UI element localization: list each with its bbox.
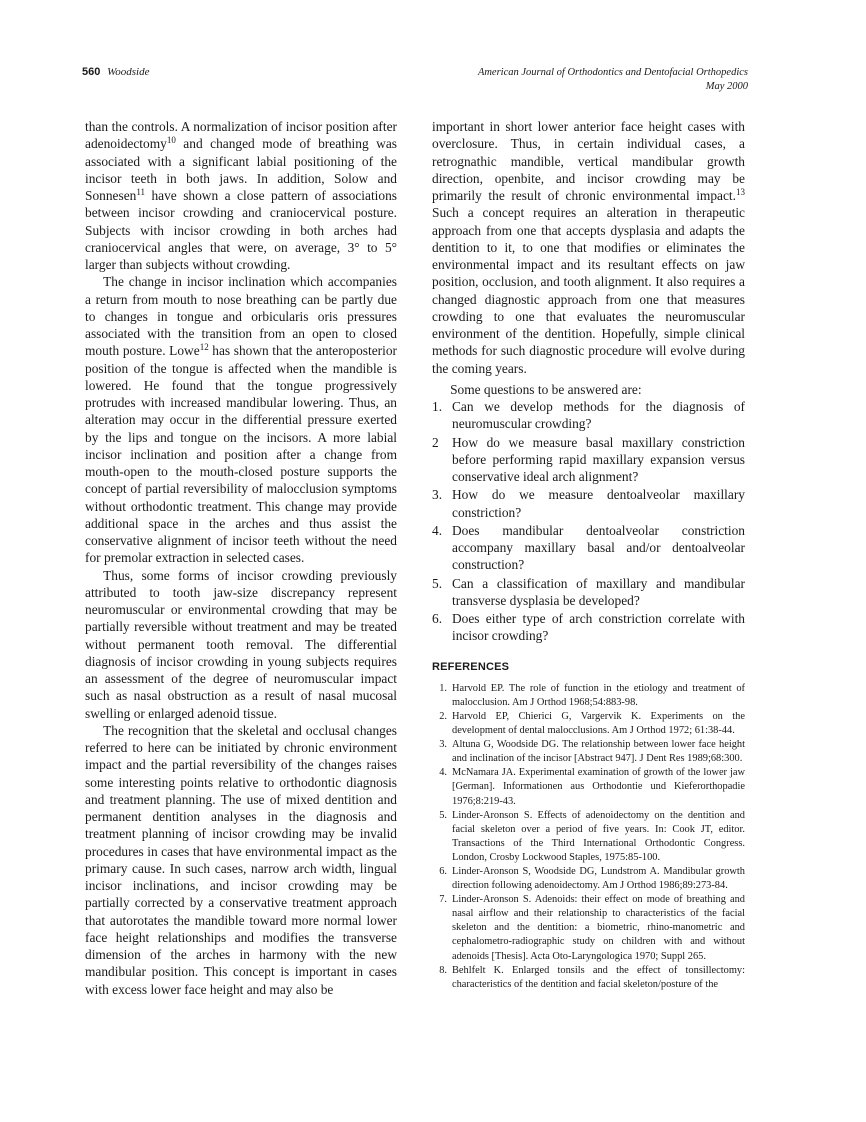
text-run: The change in incisor inclination which accompanies a return from mouth to nose breathing can be partly due to changes in tongue and orbicularis oris pressures associated with the transition from an open to closed mouth posture. Lowe	[85, 274, 397, 359]
running-header-left	[82, 66, 149, 78]
list-number: 2	[432, 434, 439, 450]
page-number: 560	[82, 66, 101, 78]
citation-ref[interactable]: 10	[166, 135, 176, 146]
list-number: 3.	[439, 739, 447, 751]
reference-text: Linder-Aronson S, Woodside DG, Lundstrom A. Mandibular growth direction following adenoidectomy. Am J Orthod 1986;89:273-84.	[452, 865, 745, 892]
list-number: 3.	[432, 487, 443, 503]
paragraph	[432, 118, 745, 377]
question-text: Can a classification of maxillary and mandibular transverse dysplasia be developed?	[452, 575, 745, 608]
question-item	[432, 486, 745, 521]
text-run: than the controls. A normalization of incisor position after adenoidectomy	[85, 119, 397, 152]
question-text: Can we develop methods for the diagnosis of neuromuscular crowding?	[452, 399, 745, 432]
journal-title: American Journal of Orthodontics and Dentofacial Orthopedics	[477, 67, 748, 78]
citation-ref[interactable]: 11	[136, 187, 145, 197]
left-column	[85, 118, 397, 998]
paragraph: Thus, some forms of incisor crowding previously attributed to tooth jaw-size discrepancy represent neuromuscular or environmental crowding that may be partially reversible without treatment and may be treated without permanent tooth removal. The differential diagnosis of incisor crowding in young subjects requires an assessment of the degree of neuromuscular impact such as nasal obstruction as a result of nasal mucosal swelling or enlarged adenoid tissue.	[85, 567, 397, 721]
reference-text: Harvold EP, Chierici G, Vargervik K. Experiments on the development of dental malocclusions. Am J Orthod 1972; 61:38-44.	[452, 710, 745, 737]
reference-text: McNamara JA. Experimental examination of growth of the lower jaw [German]. Informationen aus Orthodontie und Kieferorthopadie 1976;8:219-43.	[452, 767, 745, 807]
list-number: 6.	[439, 865, 447, 877]
reference-item	[432, 809, 745, 865]
reference-text: Behlfelt K. Enlarged tonsils and the effect of tonsillectomy: characteristics of the dentition and facial skeleton/posture of the	[452, 964, 745, 990]
list-number: 1.	[439, 682, 447, 694]
reference-item	[432, 893, 745, 963]
paragraph	[85, 118, 397, 273]
question-item	[432, 575, 745, 610]
citation-ref[interactable]: 13	[736, 187, 745, 197]
running-author: Woodside	[107, 66, 150, 78]
citation-ref[interactable]: 12	[199, 342, 209, 353]
list-number: 6.	[432, 611, 443, 626]
reference-text: Harvold EP. The role of function in the etiology and treatment of malocclusion. Am J Orthod 1968;54:883-98.	[452, 682, 745, 708]
reference-item	[432, 710, 745, 738]
text-run: have shown a close pattern of associations between incisor crowding and craniocervical posture. Subjects with incisor crowding in both arches had craniocervical angles that were, on average, 3° to 5° larger than subjects without crowding.	[85, 188, 397, 272]
text-run: Such a concept requires an alteration in therapeutic approach from one that accepts dysplasia and adapts the dentition to it, to one that modifies or eliminates the environmental impact and its resultant effects on jaw position, occlusion, and tooth alignment. It also requires a changed diagnostic approach from one that measures crowding to one that evaluates the neuromuscular environment of the dentition. Hopefully, simple clinical methods for such diagnostic procedure will evolve during the coming years.	[432, 205, 745, 376]
question-item	[432, 398, 745, 433]
question-item	[432, 610, 745, 645]
references-heading: REFERENCES	[432, 660, 510, 673]
questions-list	[432, 398, 745, 645]
running-header-right	[478, 66, 748, 94]
reference-text: Linder-Aronson S. Effects of adenoidectomy on the dentition and facial skeleton over a period of five years. In: Cook JT, editor. Transactions of the Third International Orthodontic Congress. London, Crosby Lockwood Staples, 1975:85-100.	[452, 809, 745, 863]
reference-item	[432, 964, 745, 992]
reference-item	[432, 738, 745, 766]
reference-item	[432, 766, 745, 808]
question-text: Does mandibular dentoalveolar constriction accompany maxillary basal and/or dentoalveolar construction?	[452, 522, 745, 573]
reference-text: Altuna G, Woodside DG. The relationship between lower face height and inclination of the incisor [Abstract 947]. J Dent Res 1989;68:300.	[452, 739, 745, 765]
reference-text: Linder-Aronson S. Adenoids: their effect on mode of breathing and nasal airflow and their relationship to characteristics of the facial skeleton and the dentition: a biometric, rhino-manometric and cephalometro-radiographic study on children with and without adenoids [Thesis]. Acta Oto-Laryngologica 1970; Suppl 265.	[452, 894, 745, 962]
list-number: 4.	[432, 522, 443, 538]
paragraph	[85, 273, 397, 566]
list-number: 5.	[432, 575, 443, 591]
list-number: 1.	[432, 399, 443, 414]
questions-intro: Some questions to be answered are:	[450, 381, 642, 397]
text-run: has shown that the anteroposterior position of the tongue is affected when the mandible is lowered. He found that the tongue progressively protrudes with increased mandibular lowering. Thus, an alteration may occur in the differential pressure exerted by the lips and tongue on the incisors. A more labial incisor inclination and position after a change from mouth-open to the mouth-closed posture supports the concept of partial reversibility of malocclusion symptoms without orthodontic treatment. This change may provide additional space in the arches and thus assist the conservative alignment of incisor teeth without the need for premolar extraction in selected cases.	[85, 343, 397, 566]
text-run: important in short lower anterior face height cases with overclosure. Thus, in certain individual cases, a retrognathic mandible, vertical mandibular growth direction, openbite, and incisor crowding may be primarily the result of chronic environmental impact.	[432, 119, 745, 203]
list-number: 8.	[439, 964, 447, 976]
list-number: 5.	[439, 809, 447, 821]
list-number: 4.	[439, 767, 447, 779]
reference-item	[432, 865, 745, 893]
references-list	[432, 682, 745, 992]
journal-issue: May 2000	[705, 81, 748, 92]
question-text: How do we measure dentoalveolar maxillary constriction?	[452, 487, 745, 520]
question-item	[432, 434, 745, 486]
question-text: Does either type of arch constriction correlate with incisor crowding?	[452, 611, 745, 644]
paragraph: The recognition that the skeletal and occlusal changes referred to here can be initiated by chronic environment impact and the partial reversibility of the changes raises some interesting points relative to orthodontic diagnosis and treatment planning. The use of mixed dentition and permanent dentition analyses in the diagnosis and treatment planning of incisor crowding may be invalid procedures in cases that have environmental impact as the primary cause. In such cases, narrow arch width, lingual incisor inclinations, and incisor crowding may be partially corrected by a conservative treatment approach that autorotates the mandible toward more normal lower face height relationships and modifies the transverse dimension of the arches in harmony with the new mandibular position. This concept is important in cases with excess lower face height and may also be	[85, 722, 397, 997]
text-run: and changed mode of breathing was associated with a significant labial positioning of the incisor teeth in both jaws. In addition, Solow and Sonnesen	[85, 136, 397, 203]
reference-item	[432, 682, 745, 710]
list-number: 7.	[439, 894, 447, 906]
question-item	[432, 522, 745, 574]
right-column	[432, 118, 745, 992]
question-text: How do we measure basal maxillary constriction before performing rapid maxillary expansion versus conservative ideal arch alignment?	[452, 434, 745, 484]
list-number: 2.	[439, 710, 447, 722]
